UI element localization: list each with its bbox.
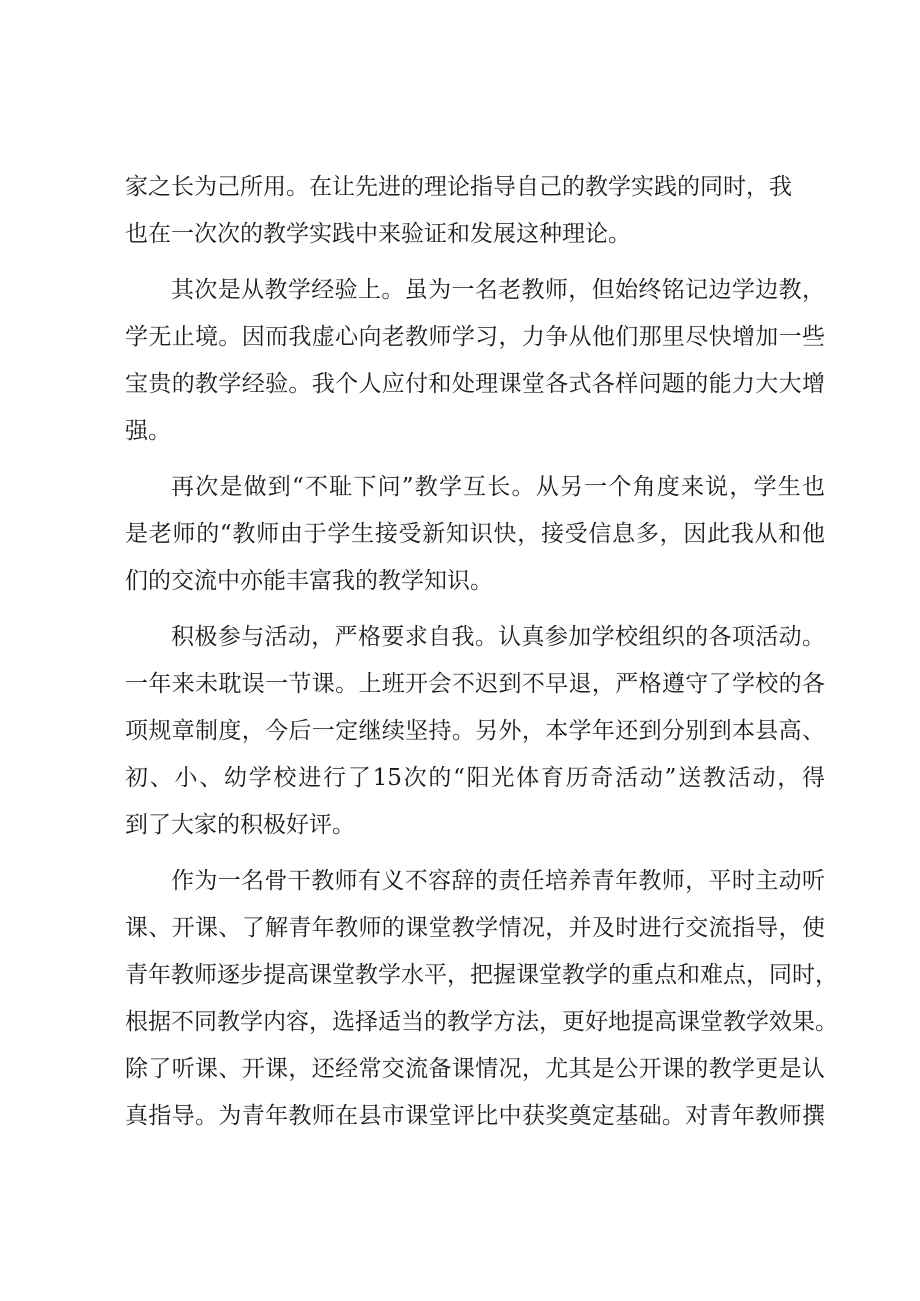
paragraph <box>125 464 825 605</box>
text-line: 强。 <box>125 418 171 444</box>
paragraph <box>125 267 825 455</box>
text-line: 到了大家的积极好评。 <box>125 812 355 838</box>
text-line: 也在一次次的教学实践中来验证和发展这种理论。 <box>125 221 631 247</box>
paragraph-gap <box>125 258 825 267</box>
paragraph-gap <box>125 605 825 614</box>
text-line: 初、小、幼学校进行了15次的“阳光体育历奇活动”送教活动，得 <box>125 765 825 791</box>
text-line: 再次是做到“不耻下问”教学互长。从另一个角度来说，学生也 <box>171 474 825 500</box>
text-line: 们的交流中亦能丰富我的教学知识。 <box>125 568 493 594</box>
paragraph <box>125 858 838 1140</box>
text-line: 学无止境。因而我虚心向老教师学习，力争从他们那里尽快增加一些 <box>125 324 825 350</box>
paragraph <box>125 164 825 258</box>
text-line: 宝贵的教学经验。我个人应付和处理课堂各式各样问题的能力大大增 <box>125 371 825 397</box>
paragraph-gap <box>125 455 825 464</box>
text-line: 根据不同教学内容，选择适当的教学方法，更好地提高课堂教学效果。 <box>125 1009 838 1035</box>
paragraph-gap <box>125 849 825 858</box>
text-line: 项规章制度，今后一定继续坚持。另外，本学年还到分别到本县高、 <box>125 718 825 744</box>
text-line: 作为一名骨干教师有义不容辞的责任培养青年教师，平时主动听 <box>171 868 825 894</box>
text-line: 除了听课、开课，还经常交流备课情况，尤其是公开课的教学更是认 <box>125 1056 825 1082</box>
text-line: 积极参与活动，严格要求自我。认真参加学校组织的各项活动。 <box>171 624 825 650</box>
body-text <box>125 164 838 1140</box>
paragraph <box>125 614 825 849</box>
text-line: 一年来未耽误一节课。上班开会不迟到不早退，严格遵守了学校的各 <box>125 671 825 697</box>
text-line: 课、开课、了解青年教师的课堂教学情况，并及时进行交流指导，使 <box>125 915 825 941</box>
text-line: 青年教师逐步提高课堂教学水平，把握课堂教学的重点和难点，同时， <box>125 962 838 988</box>
text-line: 家之长为己所用。在让先进的理论指导自己的教学实践的同时，我 <box>125 174 792 200</box>
text-line: 真指导。为青年教师在县市课堂评比中获奖奠定基础。对青年教师撰 <box>125 1103 825 1129</box>
text-line: 其次是从教学经验上。虽为一名老教师，但始终铭记边学边教， <box>171 277 825 303</box>
text-line: 是老师的“教师由于学生接受新知识快，接受信息多，因此我从和他 <box>125 521 825 547</box>
